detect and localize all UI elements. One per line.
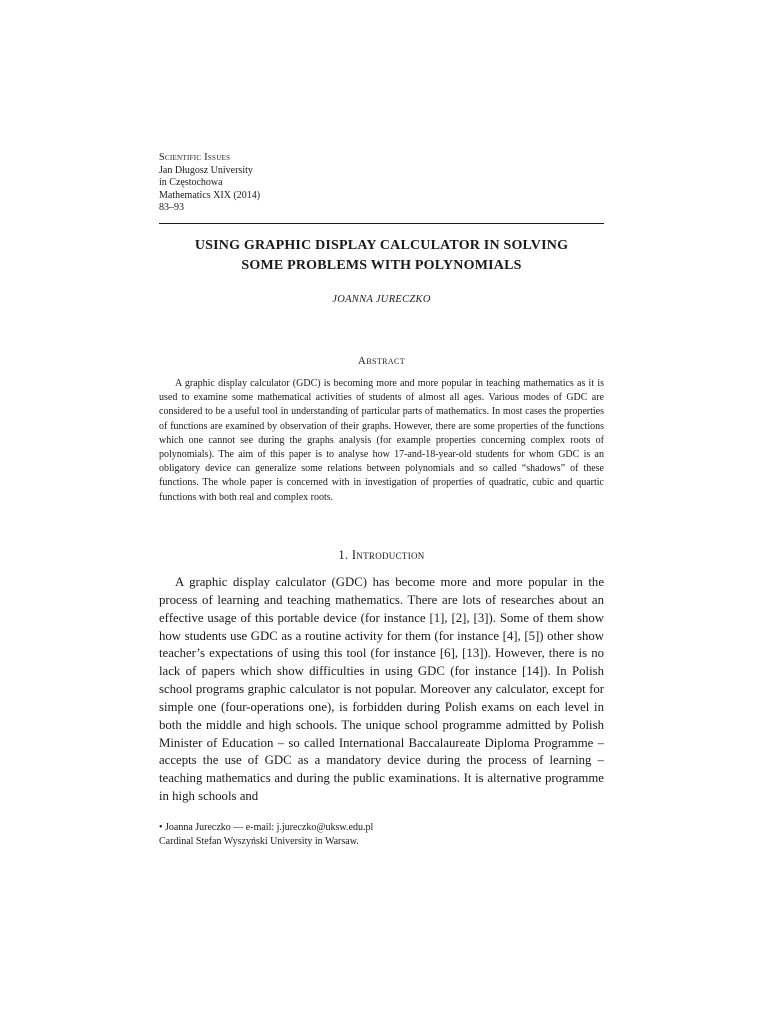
- journal-name: Scientific Issues: [159, 152, 231, 163]
- journal-header: [159, 152, 260, 215]
- title-line-1: USING GRAPHIC DISPLAY CALCULATOR IN SOLVING: [194, 238, 569, 253]
- page-range: 83–93: [159, 202, 184, 214]
- section-heading: [159, 548, 604, 563]
- author-footnote: [159, 821, 604, 849]
- title-line-2: SOME PROBLEMS WITH POLYNOMIALS: [241, 258, 522, 273]
- paper-title: [159, 236, 604, 276]
- abstract-heading: Abstract: [357, 355, 406, 367]
- section-number: 1.: [338, 548, 349, 562]
- header-rule: [159, 223, 604, 224]
- abstract-text: A graphic display calculator (GDC) is becoming more and more popular in teaching mathematics as it is used to examine some mathematical activities of students of almost all ages. Various modes of GDC are considered to be a useful tool in understanding of particular parts of mathematics. In most cases the properties of functions are examined by observation of their graphs. However, there are some properties of the functions which one cannot see during the graphs analysis (for example properties concerning complex roots of polynomials). The aim of this paper is to analyse how 17-and-18-year-old students for whom GDC is an obligatory device can generalize some relations between polynomials and so called “shadows” of these functions. The whole paper is concerned with in investigation of properties of quadratic, cubic and quartic functions with both real and complex roots.: [159, 378, 604, 503]
- footnote-contact: • Joanna Jureczko — e-mail: j.jureczko@uksw.edu.pl: [159, 822, 374, 833]
- university-city: in Częstochowa: [159, 177, 223, 189]
- introduction-text: A graphic display calculator (GDC) has become more and more popular in the process of learning and teaching mathematics. There are lots of researches about an effective usage of this portable device (for instance [1], [2], [3]). Some of them show how students use GDC as a routine activity for them (for instance [4], [5]) other show teacher’s expectations of using this tool (for instance [6], [13]). However, there is no lack of papers which show difficulties in using GDC (for instance [14]). In Polish school programs graphic calculator is not popular. Moreover any calculator, except for simple one (four-operations one), is forbidden during Polish exams on each level in both the middle and high schools. The unique school programme admitted by Polish Minister of Education – so called International Baccalaureate Diploma Programme – accepts the use of GDC as a mandatory device during the process of learning – teaching mathematics and during the public examinations. It is alternative programme in high schools and: [159, 575, 604, 804]
- journal-volume: Mathematics XIX (2014): [159, 189, 261, 201]
- footnote-affiliation: Cardinal Stefan Wyszyński University in Warsaw.: [159, 836, 359, 847]
- section-title: Introduction: [351, 548, 425, 562]
- university-name: Jan Długosz University: [159, 164, 253, 176]
- author-name: JOANNA JURECZKO: [332, 294, 431, 305]
- paper-page: [159, 0, 604, 1024]
